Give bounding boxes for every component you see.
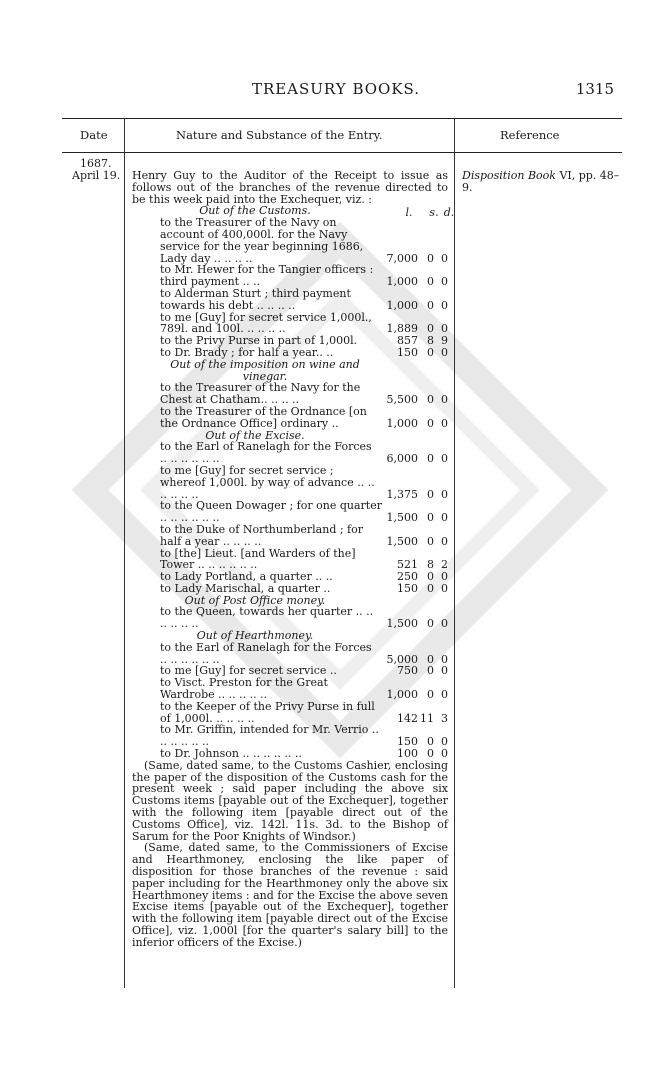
item-text: to Lady Portland, a quarter .. .. [160,570,333,584]
amount-d: 0 [441,298,448,312]
amount-l: 150 [397,581,418,595]
item-text: to the Treasurer of the Navy for the Chest at Chatham.. .. .. .. [160,381,361,407]
amount-l: 7,000 [386,251,418,265]
date-year: 1687. [80,157,112,170]
section-heading: Out of Hearthmoney. [196,629,314,643]
item-text: to the Earl of Ranelagh for the Forces .. .. .. .. .. .. [160,440,372,466]
item-text: to me [Guy] for secret service ; whereof 1,000l. by way of advance .. .. .. .. .. .. [160,463,375,501]
item-text: to Mr. Hewer for the Tangier officers : third payment .. .. [160,263,374,289]
amount-d: 0 [441,251,448,265]
column-head-date: Date [80,128,108,142]
amount-l: 1,500 [386,534,418,548]
page-header [0,80,672,104]
amount-s: 8 [427,334,434,348]
amount-s: 0 [427,534,434,548]
amount-l: 150 [397,345,418,359]
ledger-item [132,382,448,406]
column-divider-date [124,118,125,988]
amount-l: 150 [397,735,418,749]
amount-s: 0 [427,345,434,359]
ledger-item [132,548,448,572]
entry-intro: Henry Guy to the Auditor of the Receipt to issue as follows out of the branches of the revenue directed to be this week paid into the Exchequer, viz. : [132,169,448,206]
ledger-item [132,524,448,548]
amount-l: 250 [397,570,418,584]
section-heading: Out of the Customs. [199,204,311,218]
amount-l: 1,500 [386,511,418,525]
amount-d: 0 [441,487,448,501]
amount-l: 1,000 [386,416,418,430]
note-paragraph: (Same, dated same, to the Customs Cashier, enclosing the paper of the disposition of the Customs cash for the present week ; said paper including the above six Customs items [payable out of the Exchequer], together with the following item [payable direct out of the Customs Office], viz. 142l. 11s. 3d. to the Bishop of Sarum for the Poor Knights of Windsor.) [132,758,448,843]
amount-s: 0 [427,452,434,466]
reference-book: Disposition Book [462,169,556,182]
item-text: to Dr. Brady ; for half a year.. .. [160,345,334,359]
date-column [72,158,124,182]
amount-l: 1,375 [386,487,418,501]
column-head-entry: Nature and Substance of the Entry. [176,128,383,142]
amount-d: 9 [441,334,448,348]
amount-d: 0 [441,664,448,678]
amount-s: 0 [427,581,434,595]
ledger-item [132,583,448,595]
item-text: to Mr. Griffin, intended for Mr. Verrio .. .. .. .. .. .. [160,723,379,749]
top-rule [62,118,622,119]
ledger-item [132,406,448,430]
amount-head-d: d. [443,206,455,219]
ledger-item [132,288,448,312]
amount-d: 0 [441,416,448,430]
amount-l: 1,000 [386,298,418,312]
column-head-reference: Reference [500,128,560,142]
amount-l: 142 [397,711,418,725]
amount-s: 0 [427,570,434,584]
amount-d: 0 [441,275,448,289]
item-text: to the Keeper of the Privy Purse in full of 1,000l. .. .. .. .. [160,699,375,725]
amount-s: 0 [427,688,434,702]
reference-pages: VI, pp. 48–9. [462,169,620,194]
item-text: to me [Guy] for secret service .. [160,664,337,678]
amount-s: 0 [427,511,434,525]
ledger-item [132,217,448,264]
entry-notes [132,760,448,949]
ledger-item [132,441,448,465]
amount-d: 0 [441,735,448,749]
amount-d: 0 [441,747,448,761]
amount-s: 0 [427,487,434,501]
item-text: to [the] Lieut. [and Warders of the] Tower .. .. .. .. .. .. [160,546,356,572]
amount-d: 0 [441,452,448,466]
item-text: to Lady Marischal, a quarter .. [160,581,331,595]
amount-d: 0 [441,393,448,407]
ledger-item [132,347,448,359]
amount-l: 5,500 [386,393,418,407]
amount-s: 11 [420,711,434,725]
amount-d: 0 [441,688,448,702]
amount-l: 5,000 [386,652,418,666]
amount-s: 0 [427,416,434,430]
item-text: to the Earl of Ranelagh for the Forces .. .. .. .. .. .. [160,640,372,666]
amount-head-l: l. [405,206,413,219]
amount-s: 0 [427,393,434,407]
item-text: to the Privy Purse in part of 1,000l. [160,334,358,348]
header-bottom-rule [62,152,622,153]
item-text: to Visct. Preston for the Great Wardrobe .. .. .. .. .. [160,676,328,702]
ledger-item [132,465,448,500]
amount-s: 0 [427,747,434,761]
amount-s: 0 [427,275,434,289]
ledger-item [132,312,448,336]
section-heading: Out of Post Office money. [184,593,326,607]
item-text: to the Queen Dowager ; for one quarter .. .. .. .. .. .. [160,499,382,525]
section-heading: Out of the Excise. [205,428,305,442]
page-number: 1315 [575,80,614,98]
amount-d: 0 [441,534,448,548]
amount-l: 750 [397,664,418,678]
item-text: to the Duke of Northumberland ; for half a year .. .. .. .. [160,522,364,548]
ledger-item [132,500,448,524]
amount-l: 1,000 [386,275,418,289]
amount-l: 857 [397,334,418,348]
amount-s: 0 [427,652,434,666]
amount-d: 0 [441,345,448,359]
amount-s: 0 [427,735,434,749]
amount-s: 0 [427,298,434,312]
date-day: April 19. [72,168,121,182]
amount-l: 6,000 [386,452,418,466]
amount-s: 0 [427,664,434,678]
amount-d: 0 [441,511,448,525]
ledger-item [132,264,448,288]
amount-d: 0 [441,322,448,336]
section-heading: Out of the imposition on wine and vinegar. [170,357,360,383]
item-text: to me [Guy] for secret service 1,000l., 789l. and 100l. .. .. .. .. [160,310,372,336]
ledger-item [132,724,448,748]
item-text: to the Queen, towards her quarter .. .. .. .. .. .. [160,605,374,631]
amount-l: 1,000 [386,688,418,702]
reference-column [462,170,622,194]
amount-d: 0 [441,652,448,666]
amount-l: 521 [397,558,418,572]
amount-d: 0 [441,581,448,595]
entry-body [132,170,448,949]
running-title: TREASURY BOOKS. [251,80,421,98]
ledger-item [132,606,448,630]
amount-head-s: s. [429,206,439,219]
amount-d: 2 [441,558,448,572]
amount-s: 0 [427,322,434,336]
amount-d: 0 [441,617,448,631]
amount-s: 8 [427,558,434,572]
ledger-item [132,677,448,701]
item-text: to the Treasurer of the Ordnance [on the Ordnance Office] ordinary .. [160,404,367,430]
amount-d: 0 [441,570,448,584]
entry-sections [132,205,448,759]
ledger-item [132,642,448,666]
amount-l: 100 [397,747,418,761]
amount-s: 0 [427,251,434,265]
amount-l: 1,500 [386,617,418,631]
item-text: to Dr. Johnson .. .. .. .. .. .. [160,747,302,761]
item-text: to the Treasurer of the Navy on account of 400,000l. for the Navy service for the year beginning 1686, Lady day .. .. .. .. [160,216,364,265]
item-text: to Alderman Sturt ; third payment towards his debt .. .. .. .. [160,286,351,312]
note-paragraph: (Same, dated same, to the Commissioners of Excise and Hearthmoney, enclosing the like paper of disposition for those branches of the revenue : said paper including for the Hearthmoney only the above six Hearthmoney items : and for the Excise the above seven Excise items [payable out of the Exchequer], together with the following item [payable direct out of the Excise Office], viz. 1,000l [for the quarter's salary bill] to the inferior officers of the Excise.) [132,841,448,949]
amount-l: 1,889 [386,322,418,336]
amount-d: 3 [441,711,448,725]
amount-s: 0 [427,617,434,631]
ledger-item [132,701,448,725]
column-divider-reference [454,118,455,988]
